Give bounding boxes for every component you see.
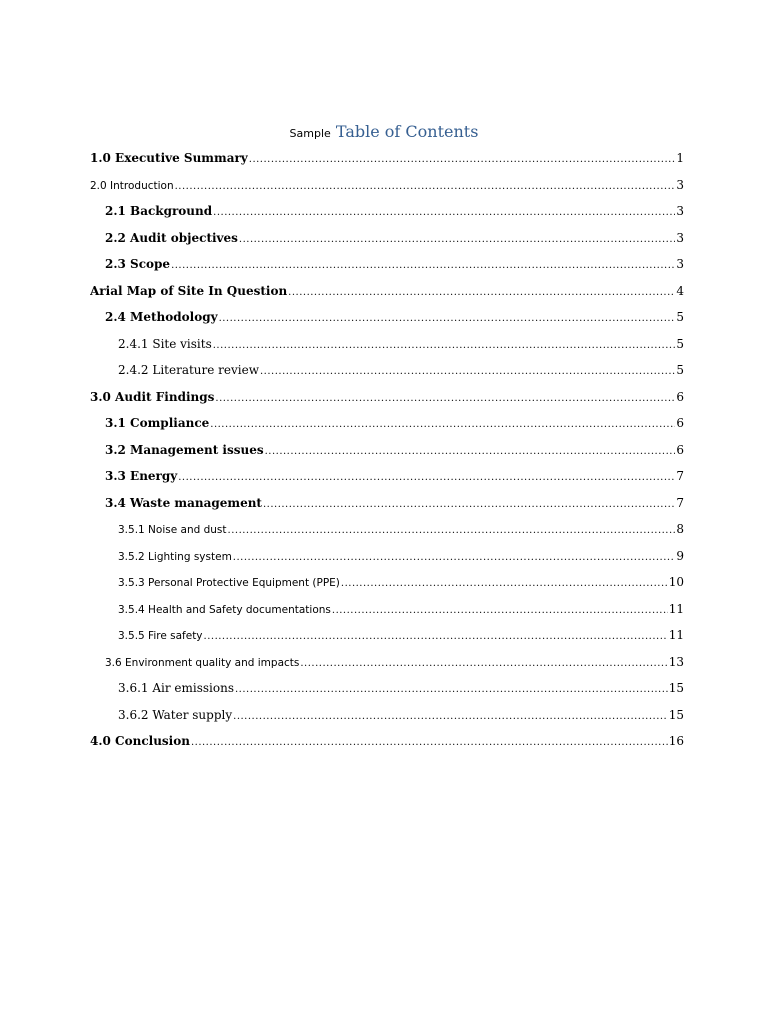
toc-entry-label: 3.3 Energy [105, 469, 178, 483]
toc-entry-page: 3 [676, 257, 684, 271]
toc-heading [0, 122, 768, 141]
dot-leader [332, 598, 668, 623]
toc-entry-water-supply[interactable] [90, 702, 684, 729]
toc-entry-methodology[interactable] [90, 304, 684, 331]
toc-entry-site-map[interactable] [90, 278, 684, 305]
dot-leader [235, 677, 668, 702]
toc-entry-page: 5 [676, 310, 684, 324]
toc-entry-page: 5 [676, 363, 684, 377]
dot-leader [341, 571, 668, 596]
dot-leader [300, 651, 667, 676]
toc-entry-label: 2.0 Introduction [90, 179, 174, 192]
toc-entry-page: 9 [676, 548, 684, 563]
toc-entry-label: 3.2 Management issues [105, 442, 264, 457]
toc-entry-label: 2.1 Background [105, 204, 213, 218]
toc-entry-site-visits[interactable] [90, 331, 684, 358]
toc-entry-label: 2.4.2 Literature review [118, 363, 259, 377]
toc-entry-page: 13 [668, 654, 684, 669]
toc-entry-label: 3.6 Environment quality and impacts [105, 656, 300, 669]
toc-entry-label: 3.5.5 Fire safety [118, 630, 203, 642]
toc-entry-label: 3.0 Audit Findings [90, 389, 215, 404]
toc-entry-label: 4.0 Conclusion [90, 734, 190, 748]
toc-entry-audit-objectives[interactable] [90, 225, 684, 252]
toc-entry-page: 5 [676, 336, 684, 351]
dot-leader [175, 174, 676, 199]
toc-entry-label: 2.4.1 Site visits [118, 336, 212, 351]
toc-entry-noise-and-dust[interactable] [90, 516, 684, 543]
toc-entry-page: 6 [676, 416, 684, 430]
toc-entry-label: 2.3 Scope [105, 257, 171, 271]
dot-leader [178, 465, 675, 490]
toc-entry-page: 1 [676, 151, 684, 165]
toc-entry-executive-summary[interactable] [90, 145, 684, 172]
toc-entry-page: 6 [676, 389, 684, 404]
toc-entry-page: 3 [676, 177, 684, 192]
toc-entry-page: 16 [668, 734, 684, 748]
dot-leader [213, 200, 675, 225]
dot-leader [228, 518, 676, 543]
toc-entry-background[interactable] [90, 198, 684, 225]
toc-entry-audit-findings[interactable] [90, 384, 684, 411]
dot-leader [233, 704, 668, 729]
toc-entry-page: 3 [676, 204, 684, 218]
toc-entry-label: 3.5.1 Noise and dust [118, 524, 227, 536]
dot-leader [204, 624, 668, 649]
toc-entry-page: 7 [676, 469, 684, 483]
toc-entry-label: 3.6.2 Water supply [118, 707, 233, 722]
toc-entry-fire-safety[interactable] [90, 622, 684, 649]
dot-leader [249, 147, 676, 172]
toc-entry-label: 2.2 Audit objectives [105, 230, 238, 245]
toc-entry-energy[interactable] [90, 463, 684, 490]
page-title: Table of Contents [335, 122, 479, 141]
dot-leader [288, 280, 675, 305]
dot-leader [213, 333, 676, 358]
toc-entry-page: 15 [668, 707, 684, 722]
toc-entry-management-issues[interactable] [90, 437, 684, 464]
toc-entry-page: 8 [676, 522, 684, 536]
toc-entry-label: Arial Map of Site In Question [90, 283, 288, 298]
toc-entry-health-safety-docs[interactable] [90, 596, 684, 623]
toc-entry-ppe[interactable] [90, 569, 684, 596]
dot-leader [191, 730, 668, 755]
toc-entry-introduction[interactable] [90, 172, 684, 199]
toc-entry-lighting-system[interactable] [90, 543, 684, 570]
dot-leader [260, 359, 675, 384]
toc-entry-label: 3.6.1 Air emissions [118, 681, 234, 695]
toc-entry-compliance[interactable] [90, 410, 684, 437]
dot-leader [239, 227, 675, 252]
dot-leader [210, 412, 675, 437]
dot-leader [171, 253, 675, 278]
toc-entry-label: 3.5.2 Lighting system [118, 550, 232, 563]
toc-list [90, 145, 684, 755]
toc-entry-page: 7 [676, 495, 684, 510]
toc-entry-page: 11 [668, 628, 684, 642]
toc-entry-label: 3.4 Waste management [105, 495, 262, 510]
heading-prefix: Sample [289, 127, 331, 140]
dot-leader [219, 306, 676, 331]
toc-entry-page: 11 [668, 601, 684, 616]
toc-entry-page: 3 [676, 230, 684, 245]
toc-entry-page: 4 [676, 283, 684, 298]
toc-entry-page: 6 [676, 442, 684, 457]
toc-entry-air-emissions[interactable] [90, 675, 684, 702]
toc-entry-conclusion[interactable] [90, 728, 684, 755]
toc-entry-page: 10 [668, 575, 684, 589]
dot-leader [215, 386, 675, 411]
toc-entry-environment-quality[interactable] [90, 649, 684, 676]
toc-entry-label: 3.5.4 Health and Safety documentations [118, 603, 331, 616]
toc-entry-label: 3.5.3 Personal Protective Equipment (PPE) [118, 577, 340, 589]
dot-leader [233, 545, 676, 570]
toc-entry-literature-review[interactable] [90, 357, 684, 384]
dot-leader [265, 439, 676, 464]
toc-entry-label: 2.4 Methodology [105, 310, 218, 324]
dot-leader [263, 492, 675, 517]
toc-entry-page: 15 [668, 681, 684, 695]
toc-entry-label: 1.0 Executive Summary [90, 151, 248, 165]
toc-entry-scope[interactable] [90, 251, 684, 278]
toc-entry-waste-management[interactable] [90, 490, 684, 517]
toc-entry-label: 3.1 Compliance [105, 416, 210, 430]
